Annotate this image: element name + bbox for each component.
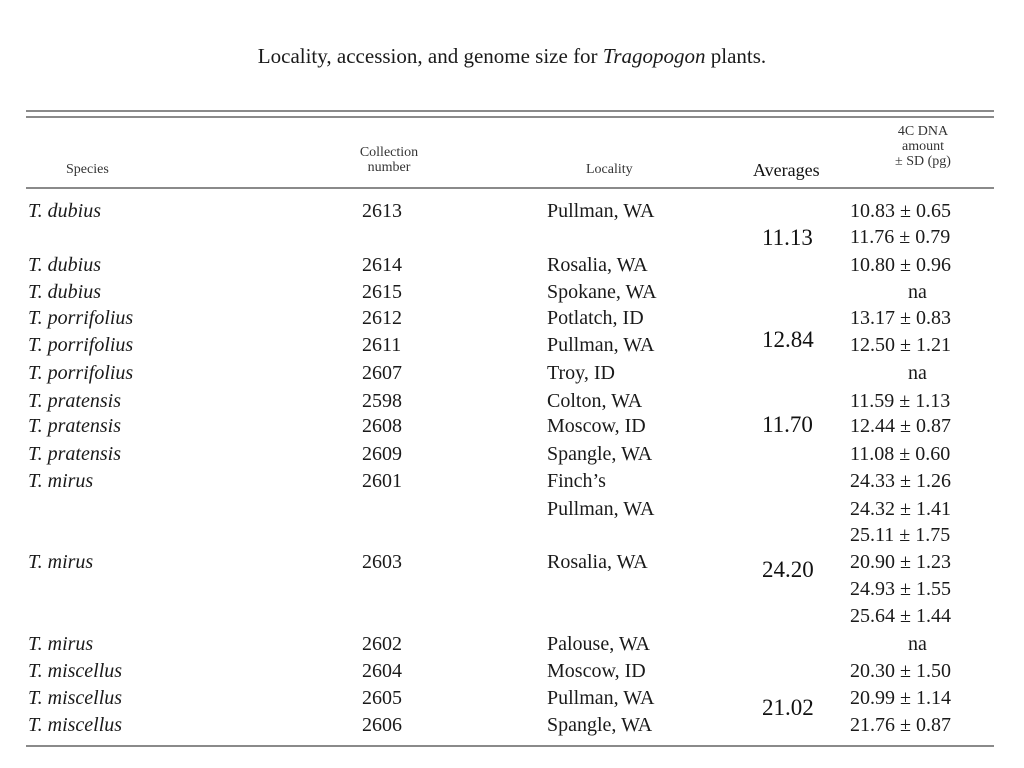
average-value: 21.02 [762,695,814,720]
species-cell: T. miscellus [28,660,123,682]
species-cell: T. mirus [28,633,94,655]
locality-cell: Palouse, WA [547,633,650,655]
dna-amount-cell: 20.90 ± 1.23 [850,551,951,573]
dna-amount-cell: 24.33 ± 1.26 [850,470,951,492]
header-collection-line-2: number [367,160,411,175]
header-collection-line-1: Collection [359,145,419,160]
header-collection-number [343,145,435,175]
average-value: 11.13 [762,225,813,250]
dna-amount-cell: 25.64 ± 1.44 [850,605,951,627]
collection-number-cell: 2603 [362,551,402,573]
dna-amount-cell: 11.08 ± 0.60 [850,443,951,465]
dna-amount-cell: 11.76 ± 0.79 [850,226,951,248]
collection-number-cell: 2598 [362,390,402,412]
dna-amount-cell: 13.17 ± 0.83 [850,307,951,329]
top-rule-2 [26,116,994,118]
collection-number-cell: 2615 [362,281,402,303]
locality-cell: Potlatch, ID [547,307,644,329]
locality-cell: Spangle, WA [547,443,653,465]
collection-number-cell: 2611 [362,334,402,356]
locality-cell: Spokane, WA [547,281,657,303]
dna-amount-cell: 24.32 ± 1.41 [850,498,951,520]
header-species: Species [66,162,109,177]
locality-cell: Pullman, WA [547,498,655,520]
dna-amount-cell: 20.99 ± 1.14 [850,687,951,709]
collection-number-cell: 2602 [362,633,402,655]
dna-amount-cell: 11.59 ± 1.13 [850,390,951,412]
species-cell: T. pratensis [28,415,121,437]
locality-cell: Spangle, WA [547,714,653,736]
header-locality: Locality [586,162,633,177]
species-cell: T. miscellus [28,687,123,709]
dna-amount-cell: 12.50 ± 1.21 [850,334,951,356]
locality-cell: Rosalia, WA [547,254,648,276]
dna-amount-cell: 24.93 ± 1.55 [850,578,951,600]
locality-cell: Troy, ID [547,362,615,384]
dna-amount-cell: 21.76 ± 0.87 [850,714,951,736]
average-value: 12.84 [762,327,814,352]
species-cell: T. miscellus [28,714,123,736]
header-dna-line-2: amount [902,139,944,154]
dna-amount-cell: 12.44 ± 0.87 [850,415,951,437]
species-cell: T. pratensis [28,390,121,412]
dna-amount-cell: 10.80 ± 0.96 [850,254,951,276]
locality-cell: Colton, WA [547,390,643,412]
average-value: 11.70 [762,412,813,437]
collection-number-cell: 2608 [362,415,402,437]
bottom-rule [26,745,994,747]
species-cell: T. dubius [28,281,101,303]
collection-number-cell: 2609 [362,443,402,465]
species-cell: T. mirus [28,551,94,573]
locality-cell: Pullman, WA [547,334,655,356]
header-averages: Averages [753,160,820,180]
dna-amount-cell: na [908,362,927,384]
collection-number-cell: 2606 [362,714,402,736]
collection-number-cell: 2605 [362,687,402,709]
locality-cell: Pullman, WA [547,687,655,709]
species-cell: T. pratensis [28,443,121,465]
dna-amount-cell: na [908,281,927,303]
title-prefix: Locality, accession, and genome size for [257,44,603,68]
header-dna-line-1: 4C DNA [897,124,949,139]
species-cell: T. mirus [28,470,94,492]
species-cell: T. porrifolius [28,362,134,384]
species-cell: T. porrifolius [28,307,134,329]
title-genus: Tragopogon [602,44,706,68]
dna-amount-cell: 25.11 ± 1.75 [850,524,951,546]
locality-cell: Moscow, ID [547,415,646,437]
average-value: 24.20 [762,557,814,582]
locality-cell: Pullman, WA [547,200,655,222]
collection-number-cell: 2614 [362,254,402,276]
collection-number-cell: 2613 [362,200,402,222]
dna-amount-cell: na [908,633,927,655]
title-suffix: plants. [705,44,767,68]
collection-number-cell: 2604 [362,660,402,682]
collection-number-cell: 2607 [362,362,402,384]
top-rule-1 [26,110,994,112]
dna-amount-cell: 20.30 ± 1.50 [850,660,951,682]
species-cell: T. dubius [28,254,101,276]
header-dna-amount [868,124,978,169]
header-rule [26,187,994,189]
dna-amount-cell: 10.83 ± 0.65 [850,200,951,222]
locality-cell: Finch’s [547,470,606,492]
collection-number-cell: 2601 [362,470,402,492]
header-dna-line-3: ± SD (pg) [895,154,951,169]
table-title [0,44,1024,69]
species-cell: T. porrifolius [28,334,134,356]
locality-cell: Rosalia, WA [547,551,648,573]
collection-number-cell: 2612 [362,307,402,329]
locality-cell: Moscow, ID [547,660,646,682]
species-cell: T. dubius [28,200,101,222]
